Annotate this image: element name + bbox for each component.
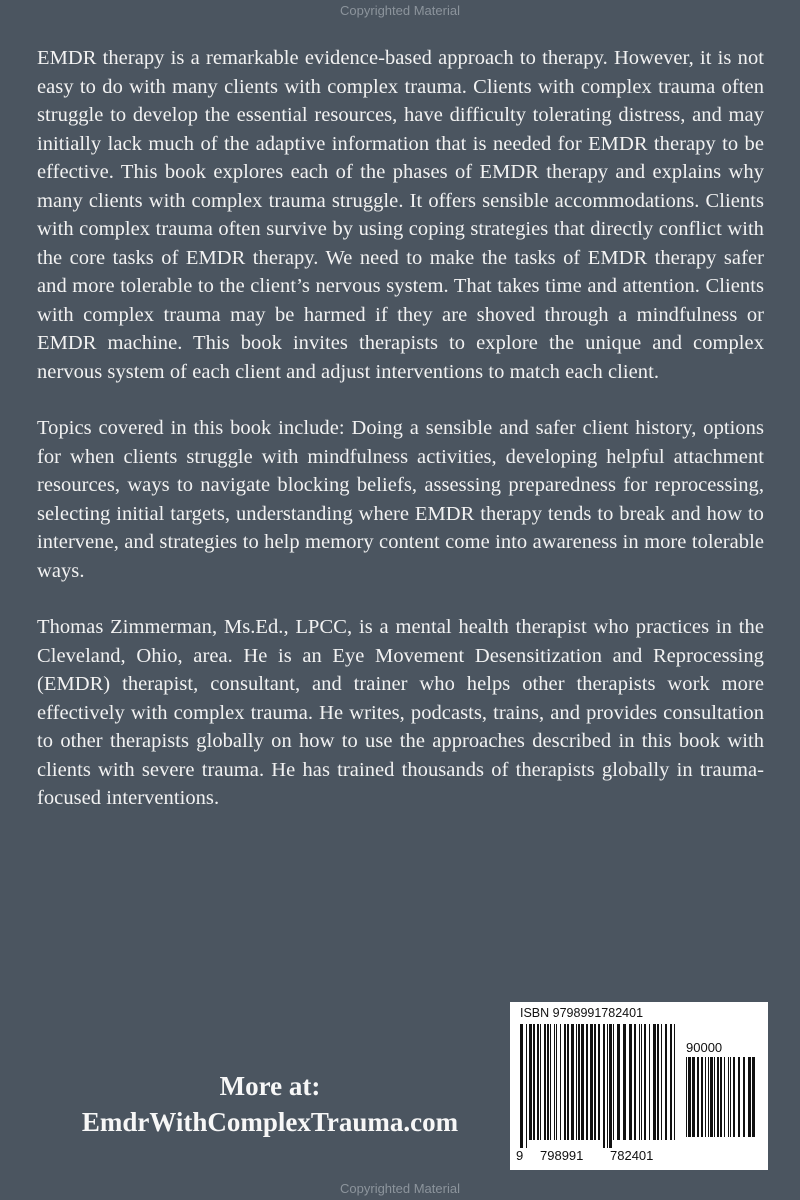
price-code: 90000 (686, 1040, 723, 1055)
barcode-bar (743, 1057, 745, 1137)
barcode-bar (576, 1024, 577, 1140)
barcode-bar (634, 1024, 636, 1140)
barcode-bar (733, 1057, 735, 1137)
barcode-bar (714, 1057, 715, 1137)
barcode-bar (607, 1024, 608, 1148)
barcode-bar (688, 1057, 691, 1137)
barcode-bar (537, 1024, 539, 1140)
barcode-bar (701, 1057, 703, 1137)
barcode-bar (564, 1024, 566, 1140)
barcode-bar (717, 1057, 719, 1137)
barcode-bar (649, 1024, 650, 1140)
barcode-bar (720, 1057, 722, 1137)
barcode-bar (594, 1024, 596, 1140)
barcode-bar (674, 1024, 675, 1140)
barcode-bar (526, 1024, 527, 1148)
barcode-bar (533, 1024, 535, 1140)
barcode-bar (692, 1057, 695, 1137)
barcode-bar (603, 1024, 605, 1148)
barcode-digit-group2: 782401 (610, 1148, 654, 1163)
copyright-watermark-bottom: Copyrighted Material (340, 1181, 460, 1196)
barcode-digit-first: 9 (516, 1148, 524, 1163)
barcode-bar (644, 1024, 646, 1140)
barcode-digit-group1: 798991 (540, 1148, 584, 1163)
barcode-bar (641, 1024, 642, 1140)
barcode-bar (556, 1024, 557, 1140)
barcode-bar (529, 1024, 532, 1140)
barcode-bar (686, 1057, 687, 1137)
barcode-bar (629, 1024, 632, 1140)
barcode-bar (613, 1024, 614, 1140)
barcode-bar (567, 1024, 569, 1140)
barcode-bar (586, 1024, 588, 1140)
barcode-bar (560, 1024, 561, 1140)
barcode-bar (653, 1024, 656, 1140)
price-barcode-bars (686, 1057, 758, 1145)
barcode-bar (571, 1024, 574, 1140)
barcode-bar (590, 1024, 593, 1140)
barcode-bar (710, 1057, 713, 1137)
topics-paragraph: Topics covered in this book include: Doing a sensible and safer client history, options for when clients struggle with mindfulness activities, developing helpful attachment resources, ways to navigate blocking beliefs, assessing preparedness for reprocessing, selecting initial targets, understanding where EMDR therapy tends to break and how to intervene, and strategies to help memory content come into awareness in more tolerable ways. (37, 417, 764, 582)
barcode-bar (697, 1057, 699, 1137)
barcode-bar (578, 1024, 580, 1140)
barcode-bar (728, 1057, 729, 1137)
barcode-bar (738, 1057, 740, 1137)
barcode-bar (639, 1024, 640, 1140)
barcode-bar (554, 1024, 555, 1140)
barcode-bar (724, 1057, 725, 1137)
author-bio-paragraph: Thomas Zimmerman, Ms.Ed., LPCC, is a mental health therapist who practices in the Cleveland, Ohio, area. He is an Eye Movement Desensitization and Reprocessing (EMDR) therapist, consultant, and trainer who helps other therapists work more effectively with complex trauma. He writes, podcasts, trains, and provides consultation to other therapists globally on how to use the approaches described in this book with clients with severe trauma. He has trained thousands of therapists globally in trauma-focused interventions. (37, 616, 764, 809)
isbn-barcode (510, 1002, 768, 1170)
description-paragraph: EMDR therapy is a remarkable evidence-based approach to therapy. However, it is not easy to do with many clients with complex trauma. Clients with complex trauma often struggle to develop the essential resources, have difficulty tolerating distress, and may initially lack much of the adaptive information that is needed for EMDR therapy to be effective. This book explores each of the phases of EMDR therapy and explains why many clients with complex trauma struggle. It offers sensible accommodations. Clients with complex trauma often survive by using coping strategies that directly conflict with the core tasks of EMDR therapy. We need to make the tasks of EMDR therapy safer and more tolerable to the client’s nervous system. That takes time and attention. Clients with complex trauma may be harmed if they are shoved through a mindfulness or EMDR machine. This book invites therapists to explore the unique and complex nervous system of each client and adjust interventions to match each client. (37, 47, 764, 383)
barcode-bar (665, 1024, 667, 1140)
barcode-bar (748, 1057, 751, 1137)
barcode-bar (752, 1057, 755, 1137)
barcode-bar (617, 1024, 620, 1140)
barcode-bar (598, 1024, 600, 1140)
barcode-bar (547, 1024, 549, 1140)
website-callout (0, 1068, 540, 1140)
ean13-barcode-bars (520, 1024, 680, 1148)
barcode-bar (670, 1024, 672, 1140)
barcode-bar (540, 1024, 541, 1140)
barcode-bar (657, 1024, 659, 1140)
barcode-bar (550, 1024, 551, 1140)
barcode-bar (544, 1024, 546, 1140)
back-cover-text (37, 44, 764, 841)
barcode-bar (705, 1057, 706, 1137)
isbn-label: ISBN 9798991782401 (520, 1006, 644, 1020)
barcode-bar (581, 1024, 584, 1140)
more-at-label: More at: (219, 1071, 321, 1101)
barcode-bar (661, 1024, 662, 1140)
website-url: EmdrWithComplexTrauma.com (81, 1107, 459, 1137)
barcode-bar (708, 1057, 709, 1137)
barcode-bar (520, 1024, 523, 1148)
barcode-bar (609, 1024, 612, 1148)
barcode-bar (623, 1024, 626, 1140)
copyright-watermark-top: Copyrighted Material (340, 3, 460, 18)
barcode-bar (730, 1057, 731, 1137)
